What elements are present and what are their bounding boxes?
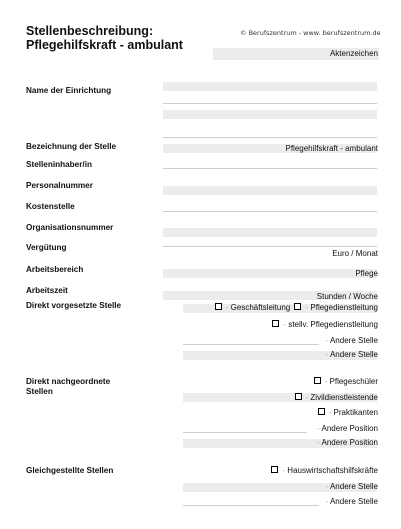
nachgeordnete-andere-1: - Andere Position bbox=[317, 424, 378, 433]
stelleninhaber-line bbox=[163, 168, 377, 169]
gleichgestellte-andere-2-line bbox=[183, 505, 319, 506]
bezeichnung-value: Pflegehilfskraft - ambulant bbox=[285, 144, 378, 153]
vorgesetzte-andere-1-line bbox=[183, 344, 319, 345]
label-vorgesetzte: Direkt vorgesetzte Stelle bbox=[26, 301, 122, 310]
gleichgestellte-andere-2: - Andere Stelle bbox=[325, 497, 378, 506]
vorgesetzte-options-row: - Geschäftsleitung - Pflegedienstleitung bbox=[215, 303, 378, 313]
vorgesetzte-andere-2: - Andere Stelle bbox=[325, 350, 378, 359]
nachgeordnete-andere-2-label: Andere Position bbox=[321, 438, 378, 447]
option-pflegeschueler: Pflegeschüler bbox=[329, 377, 378, 386]
page-title bbox=[26, 24, 183, 52]
option-praktikanten: Praktikanten bbox=[333, 408, 378, 417]
label-einrichtung: Name der Einrichtung bbox=[26, 86, 112, 95]
label-kostenstelle: Kostenstelle bbox=[26, 202, 75, 211]
arbeitsbereich-value: Pflege bbox=[355, 269, 378, 278]
option-geschaeftsleitung: Geschäftsleitung bbox=[230, 303, 291, 312]
label-bezeichnung: Bezeichnung der Stelle bbox=[26, 142, 117, 151]
label-personalnummer: Personalnummer bbox=[26, 181, 93, 190]
personalnummer-field[interactable] bbox=[163, 186, 377, 195]
verguetung-value: Euro / Monat bbox=[332, 249, 378, 258]
checkbox-hauswirtschaft[interactable] bbox=[271, 466, 278, 473]
label-nachgeordnete-line-1: Direkt nachgeordnete bbox=[26, 377, 111, 386]
nachgeordnete-andere-1-line bbox=[183, 432, 307, 433]
gleichgestellte-andere-1: - Andere Stelle bbox=[325, 482, 378, 491]
arbeitszeit-value: Stunden / Woche bbox=[316, 292, 378, 301]
checkbox-praktikanten[interactable] bbox=[318, 408, 325, 415]
kostenstelle-line bbox=[163, 211, 377, 212]
nachgeordnete-praktikanten-row: - Praktikanten bbox=[318, 408, 378, 418]
gleichgestellte-andere-2-label: Andere Stelle bbox=[329, 497, 378, 506]
option-pflegedienstleitung: Pflegedienstleitung bbox=[310, 303, 378, 312]
label-gleichgestellte: Gleichgestellte Stellen bbox=[26, 466, 114, 475]
label-verguetung: Vergütung bbox=[26, 243, 67, 252]
title-line-1: Stellenbeschreibung: bbox=[26, 24, 154, 38]
label-arbeitszeit: Arbeitszeit bbox=[26, 286, 68, 295]
copyright-notice: © Berufszentrum - www. berufszentrum.de bbox=[240, 29, 381, 37]
checkbox-stellv-pdl[interactable] bbox=[272, 320, 279, 327]
label-organisationsnummer: Organisationsnummer bbox=[26, 223, 114, 232]
checkbox-zivildienst[interactable] bbox=[295, 393, 302, 400]
vorgesetzte-andere-2-label: Andere Stelle bbox=[329, 350, 378, 359]
vorgesetzte-andere-1-label: Andere Stelle bbox=[329, 336, 378, 345]
nachgeordnete-andere-1-label: Andere Position bbox=[321, 424, 378, 433]
einrichtung-field-1[interactable] bbox=[163, 82, 377, 91]
verguetung-line bbox=[163, 246, 377, 247]
label-nachgeordnete bbox=[26, 377, 110, 397]
organisationsnummer-field[interactable] bbox=[163, 228, 377, 237]
aktenzeichen-label: Aktenzeichen bbox=[329, 49, 378, 58]
gleichgestellte-hauswirtschaft-row: - Hauswirtschaftshilfskräfte bbox=[271, 466, 378, 476]
checkbox-pflegedienstleitung[interactable] bbox=[294, 303, 301, 310]
nachgeordnete-andere-2: - Andere Position bbox=[317, 438, 378, 447]
label-stelleninhaber: Stelleninhaber/in bbox=[26, 160, 92, 169]
nachgeordnete-zivildienst-row: - Zivildienstleistende bbox=[295, 393, 379, 403]
nachgeordnete-pflegeschueler-row: - Pflegeschüler bbox=[314, 377, 378, 387]
title-line-2: Pflegehilfskraft - ambulant bbox=[26, 38, 183, 52]
gleichgestellte-andere-1-label: Andere Stelle bbox=[329, 482, 378, 491]
checkbox-geschaeftsleitung[interactable] bbox=[215, 303, 222, 310]
vorgesetzte-andere-1: - Andere Stelle bbox=[325, 336, 378, 345]
option-zivildienst: Zivildienstleistende bbox=[310, 393, 378, 402]
label-nachgeordnete-line-2: Stellen bbox=[26, 387, 53, 396]
stellv-pdl-row: - stellv. Pflegedienstleitung bbox=[272, 320, 378, 330]
einrichtung-line-4 bbox=[163, 137, 377, 138]
arbeitsbereich-field[interactable] bbox=[163, 269, 377, 278]
einrichtung-line-2 bbox=[163, 103, 377, 104]
label-arbeitsbereich: Arbeitsbereich bbox=[26, 265, 84, 274]
option-hauswirtschaft: Hauswirtschaftshilfskräfte bbox=[287, 466, 378, 475]
einrichtung-field-3[interactable] bbox=[163, 110, 377, 119]
checkbox-pflegeschueler[interactable] bbox=[314, 377, 321, 384]
option-stellv-pdl: stellv. Pflegedienstleitung bbox=[288, 320, 378, 329]
